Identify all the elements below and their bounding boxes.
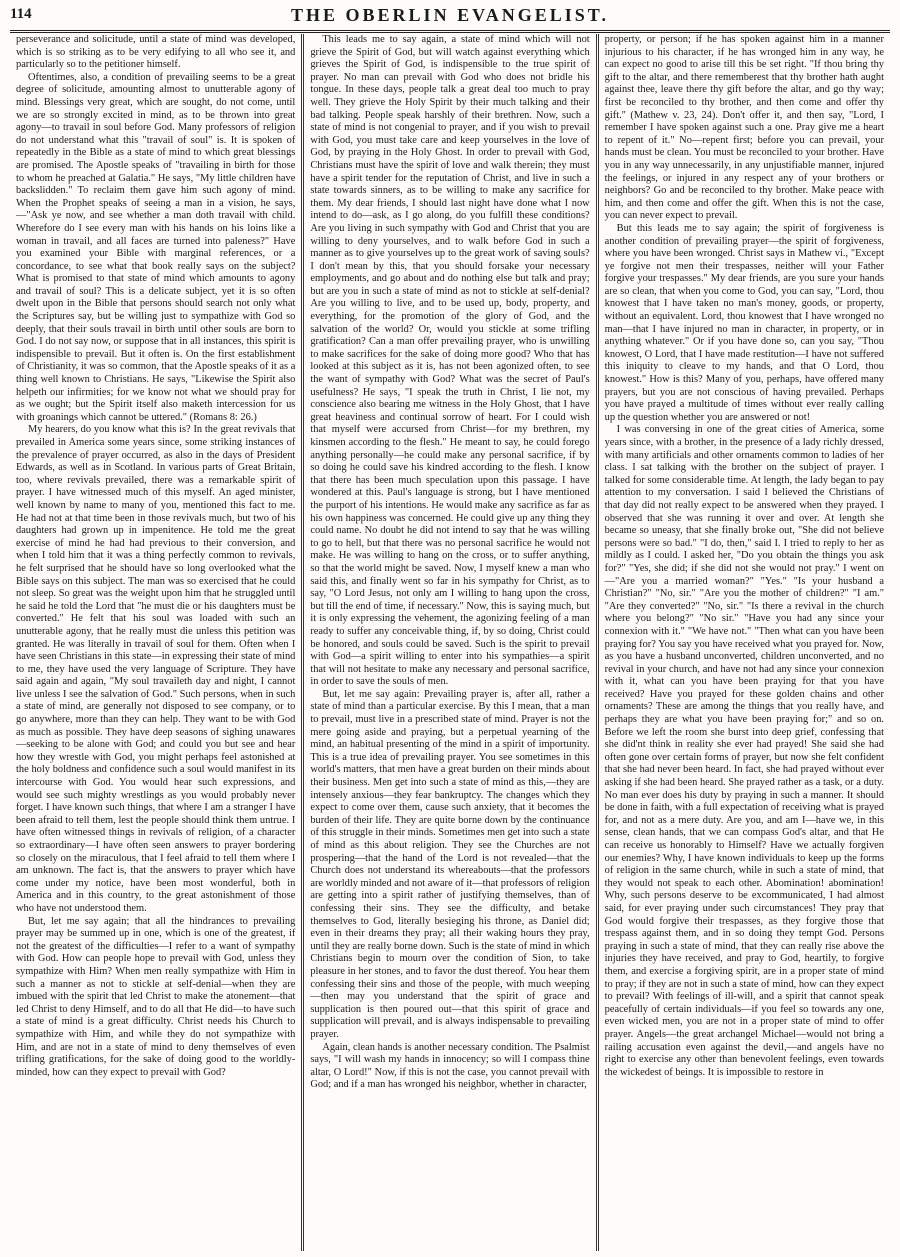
paragraph: Oftentimes, also, a condition of prevailing seems to be a great degree of solicitude, amounting almost to unutterable agony of mind. Blessings very great, which are sought, do not come, until we are so strongly excited in mind, as to be thrown into great agony—to travail in soul before God. Many professors of religion do not understand what this "travail of soul" is. It is spoken of repeatedly in the Bible as a state of mind to which great blessings are promised. The Apostle speaks of "travailing in birth for those to whom he preached at Galatia." He says, "My little children have backslidden." To reclaim them gave him such agony of mind. When the Prophet speaks of seeing a man in a vision, he says,—"Ask ye now, and see whether a man doth travail with child. Wherefore do I see every man with his hands on his loins like a woman in travail, and all faces are turned into paleness?" Have you examined your Bible with marginal references, or a concordance, to see what that book really says on the subject? What is promised to that state of mind which amounts to agony and travail of soul? This is a delicate subject, yet it is so often dwelt upon in the Bible that persons should search not only what the Scriptures say, but be willing just to sympathize with God so deeply, that their souls travail in birth until other souls are born to God. I do not say now, or suppose that in all instances, this spirit is indispensible to prevail. But it often is. On the first establishment of Christianity, it was so common, that the Apostle speaks of it as a thing well known to Christians. He says, "Likewise the Spirit also helpeth our infirmities; for we know not what we should pray for as we ought; but the Spirit itself also maketh intercession for us with groanings which cannot be uttered." (Romans 8: 26.) <box>16 71 296 423</box>
column-3 <box>596 34 890 1251</box>
masthead-title: THE OBERLIN EVANGELIST. <box>291 5 609 25</box>
paragraph: But, let me say again; that all the hindrances to prevailing prayer may be summed up in one, which is one of the greatest, if not the greatest of the difficulties—I refer to a want of sympathy with God. How can people hope to prevail with God, unless they sympathize with Him? When men really sympathize with Him in such a manner as not to stickle at self-denial—when they are imbued with the spirit that led Christ to make the atonement—that led Christ to deny Himself, and to do all that He did—to have such a state of mind is a great difficulty. Christ needs his Church to sympathize with Him, and while they do not sympathize with Him, and are not in a state of mind to deny themselves of even trifling gratifications, for the sake of doing good to the worldly-minded, how can they expect to prevail with God? <box>16 915 296 1078</box>
page-number: 114 <box>10 6 32 22</box>
text-columns <box>10 34 890 1251</box>
paragraph: But, let me say again: Prevailing prayer is, after all, rather a state of mind than a particular exercise. By this I mean, that a man to prevail, must live in a prescribed state of mind. Prayer is not the mere going aside and praying, but a perpetual yearning of the mind, an habitual presenting of the mind in a spirit of importunity. This is a true idea of prevailing prayer. You see sometimes in this world's matters, that men have a great burden on their minds about their business. Men get into such a state of mind as this,—they are intensely anxious—they fear bankruptcy. The changes which they expect to come over them, cause such anxiety, that it becomes the burden of their life. They are quite borne down by the continuance of this struggle in their minds. Sometimes men get into such a state of mind as this about religion. They see the Churches are not prospering—that the hand of the Lord is not revealed—that the Church does not understand its whereabouts—that the professors are worldly minded and not aware of it—that professors of religion are getting into a spirit rather of justifying themselves, than of confessing their sins. They see the difficulty, and betake themselves to God, literally besieging his throne, as Daniel did; even in their dreams they pray; all their waking hours they pray, until they are really borne down. Such is the state of mind in which Christians begin to mourn over the condition of Sion, to take pleasure in her stones, and to favor the dust thereof. You hear them confessing their sins and those of the people, with much weeping—then may you understand that the spirit of grace and supplication is then poured out—that this spirit of grace and supplication will prevail, and is always indispensable to prevailing prayer. <box>310 688 590 1040</box>
paragraph: But this leads me to say again; the spirit of forgiveness is another condition of prevailing prayer—the spirit of forgiveness, where you have been wronged. Christ says in Mathew vi., "Except ye forgive not men their trespasses, neither will your Father forgive your trespasses." My dear friends, are you sure your hands are so clean, that when you come to God, you can say, "Lord, thou knowest that I have taken no man's money, goods, or property, without an equivalent. Lord, thou knowest that I have wronged no man—that I have injured no man in character, in property, or in anything whatever." Or if you have done so, can you say, "Thou knowest, O Lord, that I have made restitution—I have not suffered this iniquity to cleave to my hands, and that O Lord, thou knowest." How is this? Many of you, perhaps, have offered many prayers, but you are not conscious of having prevailed. Perhaps you have prayed a multitude of times without ever really calling up the question whether you are answered or not! <box>604 222 884 423</box>
column-1 <box>10 34 301 1251</box>
paragraph: This leads me to say again, a state of mind which will not grieve the Spirit of God, but will watch against everything which grieves the Spirit of God, is indispensible to the true spirit of prayer. No man can prevail with God who does not bridle his tongue. In these days, people talk a great deal too much to pray well. They grieve the Holy Spirit by their much talking and their bad talking. People speak harshly of their brethren. Now, such a state of mind is not congenial to prayer, and if you wish to prevail with God, you must take care and keep yourselves in the love of God, by praying in the Holy Ghost. In order to prevail with God, Christians must have the spirit of love and walk therein; they must have a spirit tender for the reputation of Christ, and live in such a state towards sinners, as to be willing to make any sacrifice for them. My dear friends, I should last night have done what I now intend to do—ask, as I go along, do you fulfill these conditions? Are you living in such sympathy with God and Christ that you are willing to deny yourselves, and to walk before God in such a manner as to give yourselves up to the great work of saving souls? I don't mean by this, that you should forsake your necessary employments, and go about and do nothing else but talk and pray; but are you in such a state of mind as not to stickle at self-denial? Are you willing to live, and to be used up, body, property, and everything, for the promotion of the glory of God, and the salvation of the world? Or, would you stickle at some trifling gratification? Can a man offer prevailing prayer, who is unwilling to make sacrifices for the sake of doing more good? Who that has looked at this subject as it is, has not been agonized often, to see the want of sympathy with God? What was the secret of Paul's usefulness? He says, "I speak the truth in Christ, I lie not, my conscience also bearing me witness in the Holy Ghost, that I have great heaviness and continual sorrow of heart. For I could wish that myself were accursed from Christ—for my brethren, my kinsmen according to the flesh." He meant to say, he could forego anything personally—he could make any personal sacrifice, if by so doing he could save his kindred according to the flesh. I know that there has been much speculation upon this passage. I have wondered at this. Paul's language is strong, but I have mentioned the purport of his intentions. He would make any sacrifice as far as his own happiness was concerned. He could give up any thing they could name. No doubt he did not intend to say that he was willing to go to hell, but that there was no personal sacrifice he would not make. He was willing to hang on the cross, or to suffer anything, so that the world might be saved. Now, I myself knew a man who said this, and finally went so far in his sympathy for Christ, as to say, "O Lord Jesus, not only am I willing to hang upon the cross, but till the end of time, if necessary." Now, this is saying much, but it is only expressing the vehement, the agonizing feeling of a man ready to suffer any conceivable thing, if, by so doing, Christ could be honored, and souls could be saved. Such is the spirit to prevail with God—a spirit willing to enter into his sympathies—a spirit that will not hesitate to make any necessary and personal sacrifice, in order to save the souls of men. <box>310 34 590 688</box>
column-2 <box>301 34 595 1251</box>
paragraph: perseverance and solicitude, until a state of mind was developed, which is so striking as to be very edifying to all who see it, and particularly so to the petitioner himself. <box>16 34 296 71</box>
paragraph: My hearers, do you know what this is? In the great revivals that prevailed in America some years since, some striking instances of the prevalence of prayer occurred, as also in the days of President Edwards, as well as in Scotland. In various parts of Great Britain, too, where revivals prevailed, there was a remarkable spirit of prayer. I have witnessed much of this myself. An aged minister, well known by name to many of you, mentioned this fact to me. He had not at that time been in those revivals much, but two of his daughters had grown up in impenitence. He told me the great exercise of mind he had had previous to their conversion, and when I told him that it was a thing perfectly common to revivals, he felt surprised that he should have so long overlooked what the Bible says on this subject. The man was so exercised that he could not sleep. So great was the weight upon him that he struggled until he said he told the Lord that "he must die or his daughters must be converted." He felt that his soul was loaded with such an unutterable agony, that he really must die unless this petition was granted. He was literally in travail of soul for them. Often when I have seen Christians in this state—in expressing their state of mind to me, they have used the very language of Scripture. They have said again and again, "My soul travaileth day and night, I cannot live unless I see the salvation of God." Such persons, when in such a state of mind, are generally not disposed to see company, or to go anywhere, more than they can help. They want to be with God as much as possible. They have deep seasons of sighing unawares—seeking to be alone with God; and could you but see and hear how they wrestle with God, you might perhaps feel astonished at the holy boldness and confidence such a soul would manifest in its intercourse with God. You would hear such expressions, and would see such mighty wrestlings as you would probably never forget. I have known such things, that where I am a stranger I have been afraid to tell them, lest the people should think them untrue. I have often witnessed things in revivals of religion, of a character so extraordinary—I have often seen answers to prayer bordering so closely on the miraculous, that I feel afraid to tell them where I am unknown. The fact is, that the answers to prayer which have come under my notice, have been most wonderful, both in America and in this country, to the great astonishment of those who have not understood them. <box>16 424 296 914</box>
paragraph: I was conversing in one of the great cities of America, some years since, with a brother, in the presence of a lady richly dressed, with many artificials and other ornaments common to ladies of her class. I sat talking with the brother on the subject of prayer. I talked for some considerable time. At length, the lady began to pay attention to my conversation. I said I believed the Christians of that day did not really expect to be answered when they prayed. I observed that she was running it over and over. At length she became so uneasy, that she finally broke out, "She did not believe persons were so bad." "I do, then," said I. I tried to reply to her as mildly as I could. I asked her, "Do you obtain the things you ask for?" "Yes, she did; if she did not she would not pray." I went on—"Are you a married woman?" "Yes." "Is your husband a Christian?" "No, sir." "Are you the mother of children?" "I am." "Are they converted?" "No, sir." "Is there a revival in the church where you belong?" "No sir." "Have you had any since your connexion with it." "We have not." "Then what can you have been praying for? You say you have received what you prayed for. Now, as you have a husband unconverted, children unconverted, and no revival in your church, and have not had any since your connexion with it, what can you have been praying for that you have received? Have you prayed for these golden chains and other ornaments? These are among the things that you really have, and perhaps they are what you have been praying for;" and so on. Before we left the room she burst into deep grief, confessing that she did'nt think in reality she ever had prayed! She said she had often gone over certain forms of prayer, but now she felt confident that she had never been heard. In fact, she had prayed without ever asking if she had been heard. She prayed rather as a task, or a duty. No man ever does his duty by praying in such a manner. It should be done in faith, with a full expectation of receiving what is prayed for, and not as a mere duty. Are you, and am I—have we, in this sense, clean hands, that we can compass God's altar, and that He can receive us honorably to Himself? Have we actually forgiven our enemies? Why, I have known individuals to keep up the forms of religion in the same church, while in such a state of mind, that they would not speak to each other. Abomination! abomination! Why, such persons deserve to be excommunicated, I had almost said, for ever praying under such circumstances! They pray that God would forgive their trespasses, as they forgive those that trespass against them, and in so doing they tempt God. Persons praying in such a state of mind, that they can really rise above the injuries they have received, and pray to God, heartily, to forgive them, and exercise a forgiving spirit, are in a proper state of mind to pray; if they are not in such a state of mind, how can they expect to prevail? With feelings of ill-will, and a spirit that cannot speak peacefully of certain individuals—if you feel so towards any one, even wicked men, you are not in a proper state of mind to offer prayer. Angels—the great archangel Michael—would not bring a railing accusation even against the devil,—and angels have no right to exercise any other than benevolent feelings, even towards the wickedest of beings. It is impossible to restore in <box>604 424 884 1078</box>
page-header <box>10 4 890 33</box>
paragraph: Again, clean hands is another necessary condition. The Psalmist says, "I will wash my hands in innocency; so will I compass thine altar, O Lord!" Now, if this is not the case, you cannot prevail with God; and if a man has wronged his neighbor, whether in character, <box>310 1041 590 1091</box>
paragraph: property, or person; if he has spoken against him in a manner injurious to his character, if he has wronged him in any way, he can expect no good to arise till this be set right. "If thou bring thy gift to the altar, and there rememberest that thy brother hath aught against thee, leave there thy gift before the altar, and go thy way; first be reconciled to thy brother, and then come and offer thy gift." (Mathew v. 23, 24). Don't offer it, and then say, "Lord, I remember I have spoken against such a one. Pray give me a heart to repent of it." No—repent first; before you can prevail, your hands must be clean. You must be reconciled to your brother. Have you in any way unnecessarily, in any unjustifiable manner, injured the feelings, or injured in any respect any of your brothers or neighbors? Go and be reconciled to thy brother. Make peace with him, and then come and offer the gift. When this is not the case, you can never expect to prevail. <box>604 34 884 222</box>
